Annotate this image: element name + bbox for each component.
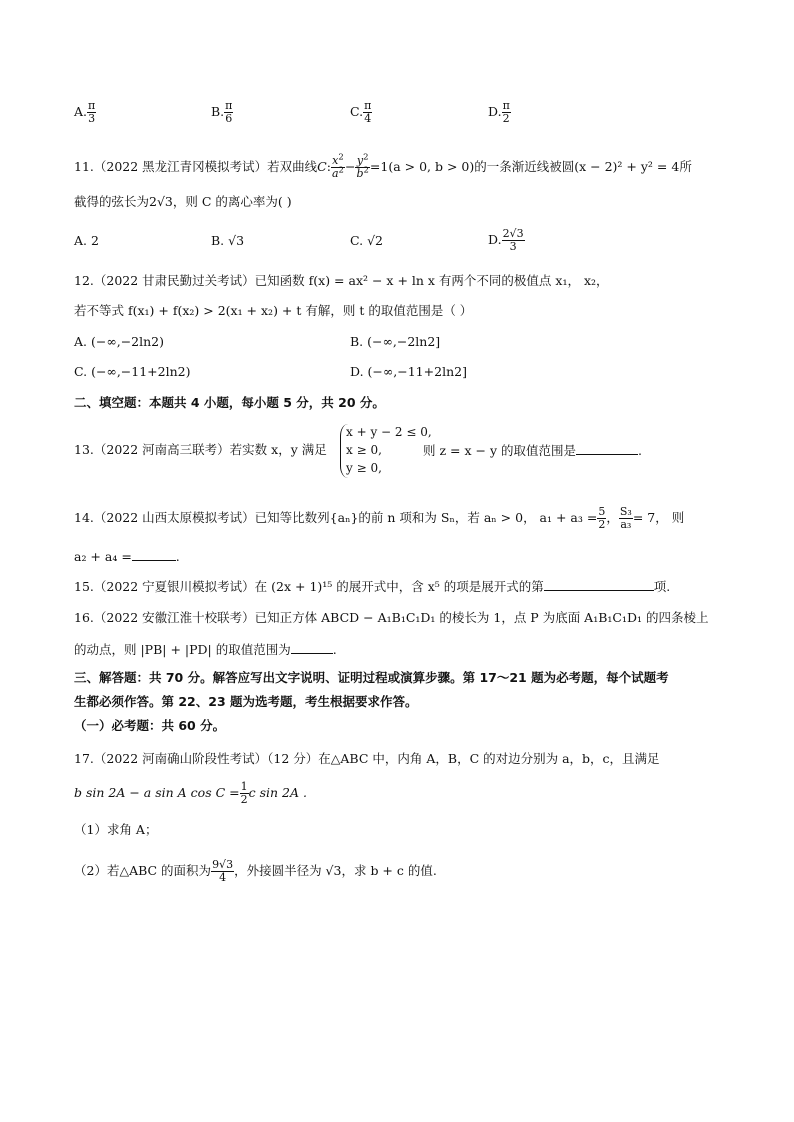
q16-stem-line1: 16.（2022 安徽江淮十校联考）已知正方体 ABCD − A₁B₁C₁D₁ 的棱长为 1，点 P 为底面 A₁B₁C₁D₁ 的四条棱上: [74, 610, 709, 625]
q11-stem-line1: 11.（2022 黑龙江青冈模拟考试）若双曲线C: $\frac{x^2}{a^2}$ − $\frac{y^2}{b^2}$ =1(a > 0, b > 0)的一条渐近线被圆(x − 2)² + y² = 4所: [74, 152, 692, 180]
q13-constraint-3: y ≥ 0,: [346, 461, 382, 475]
q13-stem: 13.（2022 河南高三联考）若实数 x，y 满足: [74, 442, 327, 457]
section-3-subheading: （一）必考题：共 60 分。: [74, 718, 226, 733]
section-3-heading-line1: 三、解答题：共 70 分。解答应写出文字说明、证明过程或演算步骤。第 17～21 题为必考题，每个试题考: [74, 670, 669, 685]
q11-option-b: B. √3: [211, 233, 245, 248]
q11-option-a: A. 2: [74, 233, 99, 248]
section-2-heading: 二、填空题：本题共 4 小题，每小题 5 分，共 20 分。: [74, 395, 385, 410]
q17-part-2: （2）若△ABC 的面积为 $\frac{9√3}{4}$ ，外接圆半径为 √3，求 b + c 的值.: [74, 858, 437, 884]
q10-option-c: C. $\frac{\pi}{4}$: [350, 99, 372, 125]
q17-stem-line1: 17.（2022 河南确山阶段性考试）（12 分）在△ABC 中，内角 A，B，C 的对边分别为 a，b，c，且满足: [74, 751, 660, 766]
q12-option-d: D. (−∞,−11+2ln2]: [350, 364, 467, 379]
q12-option-a: A. (−∞,−2ln2): [74, 334, 165, 349]
q14-stem-line2: a₂ + a₄ = .: [74, 549, 180, 564]
q16-answer-blank[interactable]: [291, 641, 333, 654]
q11-option-d: D. $\frac{2√3}{3}$: [488, 227, 524, 253]
q15-stem: 15.（2022 宁夏银川模拟考试）在 (2x + 1)¹⁵ 的展开式中，含 x⁵ 的项是展开式的第 项.: [74, 579, 671, 594]
q17-part-1: （1）求角 A；: [74, 822, 158, 837]
q11-stem-line2: 截得的弦长为2√3，则 C 的离心率为( ): [74, 194, 292, 209]
q13-constraint-2: x ≥ 0,: [346, 443, 382, 457]
q13-question: 则 z = x − y 的取值范围是 .: [423, 443, 642, 458]
q14-answer-blank[interactable]: [132, 548, 176, 561]
q12-stem-line2: 若不等式 f(x₁) + f(x₂) > 2(x₁ + x₂) + t 有解，则 t 的取值范围是（ ）: [74, 303, 473, 318]
q16-stem-line2: 的动点，则 |PB| + |PD| 的取值范围为 .: [74, 642, 337, 657]
q14-stem-line1: 14.（2022 山西太原模拟考试）已知等比数列{aₙ}的前 n 项和为 Sₙ，若 aₙ > 0， a₁ + a₃ = $\frac{5}{2}$ ， $\frac{\text{S₃}}{\text{a₃}}$ = 7， 则: [74, 505, 685, 531]
q12-stem-line1: 12.（2022 甘肃民勤过关考试）已知函数 f(x) = ax² − x + ln x 有两个不同的极值点 x₁， x₂，: [74, 273, 609, 288]
q15-answer-blank[interactable]: [544, 578, 654, 591]
q13-constraint-1: x + y − 2 ≤ 0,: [346, 425, 432, 439]
q10-option-b: B. $\frac{\pi}{6}$: [211, 99, 233, 125]
q12-option-c: C. (−∞,−11+2ln2): [74, 364, 191, 379]
q10-option-d: D. $\frac{\pi}{2}$: [488, 99, 510, 125]
section-3-heading-line2: 生都必须作答。第 22、23 题为选考题，考生根据要求作答。: [74, 694, 418, 709]
q12-option-b: B. (−∞,−2ln2]: [350, 334, 441, 349]
q17-equation: b sin 2A − a sin A cos C = $\frac{1}{2}$ c sin 2A .: [74, 780, 307, 806]
q13-answer-blank[interactable]: [576, 442, 638, 455]
q10-option-a: A. $\frac{\pi}{3}$: [74, 99, 96, 125]
q11-option-c: C. √2: [350, 233, 383, 248]
